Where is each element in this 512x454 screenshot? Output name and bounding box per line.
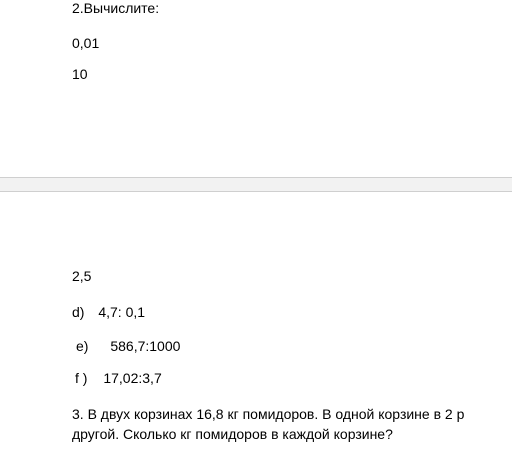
exercise-item-d (72, 304, 145, 320)
value-line: 2,5 (72, 268, 92, 284)
problem-3-text: 3. В двух корзинах 16,8 кг помидоров. В одной корзине в 2 р (72, 406, 465, 422)
item-expression: 4,7: 0,1 (98, 304, 146, 320)
item-label: d) (72, 304, 85, 320)
item-label: e) (76, 338, 89, 354)
item-expression: 17,02:3,7 (103, 370, 162, 386)
page-separator (0, 177, 512, 192)
problem-3-text: другой. Сколько кг помидоров в каждой корзине? (72, 426, 393, 442)
value-line: 0,01 (72, 35, 100, 51)
exercise-item-e (76, 338, 180, 354)
value-line: 10 (72, 66, 88, 82)
item-label: f ) (75, 370, 88, 386)
exercise-item-f (75, 370, 162, 386)
task-heading: 2.Вычислите: (72, 0, 160, 16)
item-expression: 586,7:1000 (110, 338, 181, 354)
